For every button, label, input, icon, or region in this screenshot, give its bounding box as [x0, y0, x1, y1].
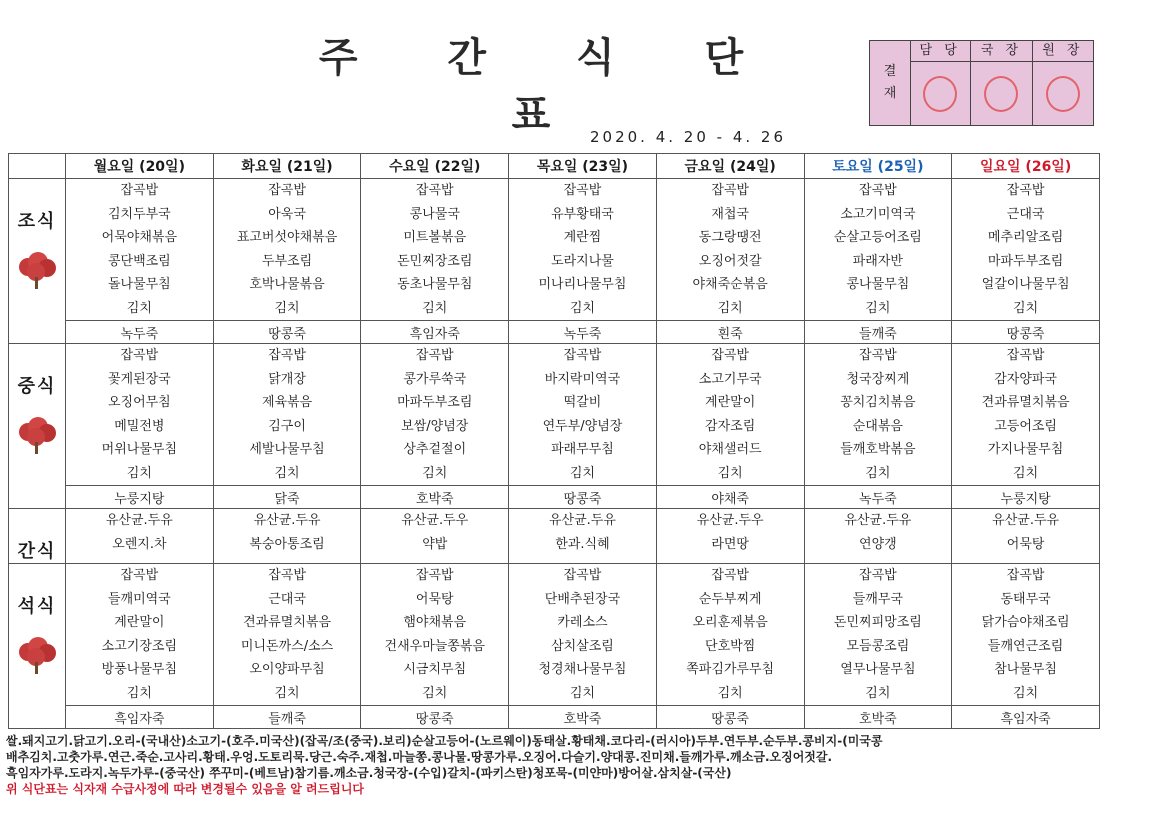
meal-label: 간식 [17, 541, 57, 562]
dish-cell [952, 564, 1100, 706]
porridge-cell: 녹두죽 [66, 321, 214, 344]
dish-item: 김치 [569, 465, 596, 481]
dish-item: 청국장찌게 [846, 371, 910, 387]
dish-item: 삼치살조림 [551, 638, 614, 654]
approval-label [870, 41, 911, 125]
dish-item: 어묵탕 [415, 591, 454, 607]
dish-item: 김치 [717, 465, 743, 481]
dish-item: 콩나물무침 [846, 277, 910, 292]
dish-item: 소고기장조림 [101, 638, 178, 654]
day-header: 화요일 (21일) [213, 154, 361, 179]
dish-item: 마파두부조림 [397, 395, 473, 410]
porridge-cell: 땅콩죽 [656, 706, 804, 729]
dish-item: 미트볼볶음 [403, 230, 467, 245]
dish-item: 잡곡밥 [563, 348, 602, 363]
dish-item: 유산균.두유 [253, 513, 321, 528]
dish-item: 잡곡밥 [415, 568, 454, 583]
dish-item: 들깨연근조림 [987, 638, 1064, 654]
porridge-cell: 땅콩죽 [361, 706, 509, 729]
dish-item: 김치 [126, 685, 152, 701]
dish-item: 잡곡밥 [268, 348, 306, 363]
dish-item: 돌나물무침 [107, 277, 171, 292]
dish-item: 어묵탕 [1006, 536, 1045, 552]
meal-row [9, 509, 1100, 564]
dish-item: 근대국 [1006, 206, 1045, 222]
dish-item: 김치 [1013, 465, 1039, 481]
dish-item: 근대국 [268, 591, 306, 607]
change-notice: 위 식단표는 식자재 수급사정에 따라 변경될수 있음을 알 려드립니다 [6, 782, 365, 796]
dish-item: 잡곡밥 [711, 183, 749, 198]
porridge-cell: 누룽지탕 [952, 486, 1100, 509]
meal-row [9, 179, 1100, 321]
dish-item: 돈민찌장조림 [397, 253, 473, 269]
dish-item: 햄야채볶음 [403, 615, 467, 630]
dish-item: 잡곡밥 [1006, 348, 1045, 363]
dish-item: 시금치무침 [403, 662, 467, 677]
dish-item: 도라지나물 [551, 253, 614, 269]
dish-cell [509, 344, 657, 486]
meal-label: 조식 [17, 211, 57, 232]
dish-item: 머위나물무침 [101, 442, 178, 457]
dish-item: 동초나물무침 [397, 277, 473, 292]
dish-item: 동그랑땡전 [698, 230, 762, 245]
dish-item: 닭가슴야채조림 [981, 615, 1070, 630]
day-header: 금요일 (24일) [656, 154, 804, 179]
seal-stamp-icon [1046, 76, 1080, 112]
dish-item: 잡곡밥 [563, 183, 602, 198]
dish-item: 오징어젓갈 [698, 253, 762, 269]
flower-tree-icon [14, 251, 60, 291]
dish-item: 김치 [1013, 300, 1039, 316]
dish-item: 잡곡밥 [563, 568, 602, 583]
dish-item: 돈민찌피망조림 [833, 615, 922, 630]
day-header-saturday: 토요일 (25일) [804, 154, 952, 179]
approval-header: 원 장 [1033, 41, 1093, 62]
dish-item: 약밥 [422, 536, 448, 552]
dish-item: 단호박찜 [705, 638, 756, 654]
dish-item: 표고버섯야채볶음 [236, 230, 338, 245]
dish-item: 마파두부조림 [987, 253, 1064, 269]
dish-item: 두부조림 [261, 253, 313, 269]
seal-stamp-icon [984, 76, 1018, 112]
dish-cell [361, 564, 509, 706]
porridge-cell: 호박죽 [804, 706, 952, 729]
dish-cell [656, 179, 804, 321]
dish-item: 유산균.두유 [844, 513, 912, 528]
weekly-menu-table [8, 153, 1100, 729]
dish-item: 파래무무침 [551, 442, 614, 457]
origin-line: 쌀.돼지고기.닭고기.오리-(국내산)소고기-(호주.미국산)(잡곡/조(중국).보리)순살고등어-(노르웨이)동태살.황태채.코다리-(러시아)두부.연두부.순두부.콩비지-(미국콩 [6, 734, 883, 748]
dish-cell [213, 344, 361, 486]
dish-item: 김치 [865, 300, 891, 316]
dish-cell [656, 564, 804, 706]
dish-item: 계란찜 [563, 230, 602, 245]
dish-item: 순두부찌게 [698, 591, 762, 607]
dish-item: 유산균.두우 [401, 513, 469, 528]
dish-item: 건새우마늘쫑볶음 [384, 638, 485, 654]
dish-cell [509, 509, 657, 564]
dish-cell [361, 179, 509, 321]
dish-item: 순대볶음 [852, 418, 903, 434]
approval-col-head [1032, 41, 1093, 125]
dish-item: 들깨무국 [852, 591, 903, 607]
porridge-cell: 야채죽 [656, 486, 804, 509]
page-title: 주 간 식 단 표 [318, 35, 782, 138]
approval-col-director [970, 41, 1031, 125]
dish-cell [952, 179, 1100, 321]
dish-item: 유산균.두우 [696, 513, 764, 528]
dish-item: 잡곡밥 [268, 568, 306, 583]
porridge-cell: 땅콩죽 [952, 321, 1100, 344]
origin-line: 배추김치.고춧가루.연근.죽순.고사리.황태.우엉.도토리묵.당근.숙주.재첩.마늘쫑.콩나물.땅콩가루.오징어.다슬기.양대콩.진미채.들깨가루.깨소금.오징어젓갈. [6, 750, 833, 764]
porridge-row [9, 706, 1100, 729]
dish-cell [804, 509, 952, 564]
dish-item: 바지락미역국 [544, 371, 621, 387]
dish-cell [66, 509, 214, 564]
dish-cell [213, 179, 361, 321]
dish-item: 가지나물무침 [987, 442, 1064, 457]
meal-label-cell [9, 564, 66, 729]
dish-item: 세발나물무침 [249, 442, 325, 457]
dish-item: 김치 [422, 300, 448, 316]
dish-item: 유산균.두유 [548, 513, 616, 528]
dish-item: 김치 [422, 685, 448, 701]
seal-stamp-icon [923, 76, 957, 112]
dish-item: 김치 [422, 465, 448, 481]
dish-item: 메밀전병 [114, 418, 165, 434]
dish-cell [66, 564, 214, 706]
dish-cell [66, 344, 214, 486]
meal-row [9, 344, 1100, 486]
dish-item: 들깨미역국 [107, 591, 171, 607]
dish-item: 소고기무국 [698, 371, 762, 387]
day-header-row [9, 154, 1100, 179]
dish-item: 김치 [865, 465, 891, 481]
meal-label: 석식 [17, 596, 57, 617]
porridge-row [9, 486, 1100, 509]
dish-cell [361, 509, 509, 564]
dish-item: 메추리알조림 [987, 230, 1064, 245]
dish-item: 아욱국 [268, 206, 306, 222]
porridge-cell: 호박죽 [361, 486, 509, 509]
dish-item: 잡곡밥 [1006, 183, 1045, 198]
dish-item: 김치 [274, 465, 300, 481]
dish-item: 상추겉절이 [403, 442, 467, 457]
dish-item: 잡곡밥 [859, 568, 897, 583]
corner-cell [9, 154, 66, 179]
dish-item: 김치두부국 [107, 206, 171, 222]
dish-item: 고등어조림 [994, 418, 1057, 434]
dish-item: 참나물무침 [994, 662, 1057, 677]
dish-item: 오렌지.차 [112, 536, 167, 552]
approval-col-manager [910, 41, 970, 125]
approval-label-2: 재 [883, 86, 897, 101]
dish-item: 청경채나물무침 [538, 662, 627, 677]
dish-cell [361, 344, 509, 486]
dish-item: 닭개장 [268, 371, 306, 387]
dish-item: 호박나물볶음 [249, 277, 325, 292]
dish-item: 잡곡밥 [120, 568, 159, 583]
dish-item: 잡곡밥 [711, 348, 749, 363]
dish-item: 꽃게된장국 [107, 371, 171, 387]
dish-cell [804, 179, 952, 321]
dish-item: 미니돈까스/소스 [240, 638, 334, 654]
dish-item: 꽁치김치볶음 [840, 395, 916, 410]
dish-item: 야채샐러드 [698, 442, 762, 457]
flower-tree-icon [14, 416, 60, 456]
dish-cell [213, 509, 361, 564]
dish-cell [952, 344, 1100, 486]
porridge-cell: 땅콩죽 [509, 486, 657, 509]
dish-item: 재첩국 [711, 206, 749, 222]
dish-cell [804, 564, 952, 706]
dish-item: 제육볶음 [261, 395, 313, 410]
porridge-cell: 녹두죽 [804, 486, 952, 509]
porridge-cell: 흰죽 [656, 321, 804, 344]
dish-item: 오징어무침 [107, 395, 171, 410]
dish-item: 계란말이 [705, 395, 756, 410]
dish-item: 유부황태국 [551, 206, 614, 222]
dish-item: 콩나물국 [409, 206, 460, 222]
dish-item: 연두부/양념장 [542, 418, 623, 434]
dish-item: 김치 [274, 300, 300, 316]
porridge-cell: 흑임자죽 [952, 706, 1100, 729]
dish-item: 잡곡밥 [1006, 568, 1045, 583]
porridge-cell: 녹두죽 [509, 321, 657, 344]
porridge-cell: 흑임자죽 [361, 321, 509, 344]
day-header: 수요일 (22일) [361, 154, 509, 179]
dish-item: 어묵야채볶음 [101, 230, 178, 245]
dish-cell [656, 509, 804, 564]
dish-item: 김구이 [268, 418, 306, 434]
dish-item: 보쌈/양념장 [401, 418, 469, 434]
porridge-cell: 땅콩죽 [213, 321, 361, 344]
dish-cell [213, 564, 361, 706]
dish-item: 모듬콩조림 [846, 638, 910, 654]
dish-item: 라면땅 [711, 536, 749, 552]
approval-header: 국 장 [971, 41, 1031, 62]
day-header: 월요일 (20일) [66, 154, 214, 179]
dish-item: 오이양파무침 [249, 662, 325, 677]
dish-item: 잡곡밥 [268, 183, 306, 198]
dish-item: 견과류멸치볶음 [243, 615, 331, 630]
porridge-cell: 닭죽 [213, 486, 361, 509]
dish-cell [952, 509, 1100, 564]
meal-label-cell [9, 344, 66, 509]
meal-row [9, 564, 1100, 706]
meal-label: 중식 [17, 376, 57, 397]
dish-cell [804, 344, 952, 486]
dish-cell [66, 179, 214, 321]
dish-item: 카레소스 [557, 615, 608, 630]
dish-item: 김치 [717, 300, 743, 316]
dish-item: 열무나물무침 [840, 662, 916, 677]
dish-item: 쪽파김가루무침 [686, 662, 775, 677]
flower-tree-icon [14, 636, 60, 676]
porridge-cell: 누룽지탕 [66, 486, 214, 509]
dish-item: 오리훈제볶음 [692, 615, 768, 630]
origin-line: 흑임자가루.도라지.녹두가루-(중국산) 쭈꾸미-(베트남)참기름.깨소금.청국장-(수입)갈치-(파키스탄)청포묵-(미얀마)방어살.삼치살-(국산) [6, 766, 732, 780]
dish-item: 방풍나물무침 [101, 662, 178, 677]
meal-label-cell [9, 179, 66, 344]
dish-item: 김치 [274, 685, 300, 701]
dish-item: 잡곡밥 [120, 183, 159, 198]
porridge-cell: 호박죽 [509, 706, 657, 729]
dish-item: 콩단백조림 [107, 253, 171, 269]
dish-item: 한과.식혜 [555, 536, 610, 552]
dish-item: 단배추된장국 [544, 591, 621, 607]
dish-item: 유산균.두유 [992, 513, 1060, 528]
dish-item: 잡곡밥 [859, 183, 897, 198]
dish-item: 김치 [717, 685, 743, 701]
dish-item: 파래자반 [852, 253, 903, 269]
meal-label-cell [9, 509, 66, 564]
dish-item: 김치 [865, 685, 891, 701]
origin-footnote [6, 733, 1166, 797]
dish-item: 감자조림 [705, 418, 756, 434]
dish-item: 김치 [126, 300, 152, 316]
dish-item: 순살고등어조림 [833, 230, 922, 245]
dish-item: 얼갈이나물무침 [981, 277, 1070, 292]
approval-header: 담 당 [910, 41, 970, 62]
porridge-cell: 흑임자죽 [66, 706, 214, 729]
day-header-sunday: 일요일 (26일) [952, 154, 1100, 179]
day-header: 목요일 (23일) [509, 154, 657, 179]
porridge-cell: 들깨죽 [213, 706, 361, 729]
dish-item: 김치 [569, 685, 596, 701]
dish-item: 들깨호박볶음 [840, 442, 916, 457]
dish-item: 견과류멸치볶음 [981, 395, 1070, 410]
dish-item: 유산균.두유 [105, 513, 173, 528]
dish-item: 잡곡밥 [415, 183, 454, 198]
dish-item: 계란말이 [114, 615, 165, 630]
dish-item: 연양갱 [859, 536, 897, 552]
dish-item: 잡곡밥 [859, 348, 897, 363]
date-range: 2020. 4. 20 - 4. 26 [590, 128, 786, 146]
dish-item: 잡곡밥 [415, 348, 454, 363]
dish-item: 감자양파국 [994, 371, 1057, 387]
porridge-cell: 들깨죽 [804, 321, 952, 344]
dish-item: 잡곡밥 [120, 348, 159, 363]
dish-item: 잡곡밥 [711, 568, 749, 583]
porridge-row [9, 321, 1100, 344]
approval-box [869, 40, 1094, 126]
dish-cell [656, 344, 804, 486]
dish-item: 김치 [569, 300, 596, 316]
dish-item: 미나리나물무침 [538, 277, 627, 292]
dish-item: 야채죽순볶음 [692, 277, 768, 292]
dish-item: 소고기미역국 [840, 206, 916, 222]
dish-item: 떡갈비 [563, 395, 602, 410]
dish-item: 김치 [126, 465, 152, 481]
approval-label-1: 결 [883, 64, 897, 79]
dish-item: 동태무국 [1000, 591, 1051, 607]
dish-item: 복숭아통조림 [249, 536, 325, 552]
dish-item: 김치 [1013, 685, 1039, 701]
dish-item: 콩가루쑥국 [403, 371, 467, 387]
dish-cell [509, 564, 657, 706]
dish-cell [509, 179, 657, 321]
